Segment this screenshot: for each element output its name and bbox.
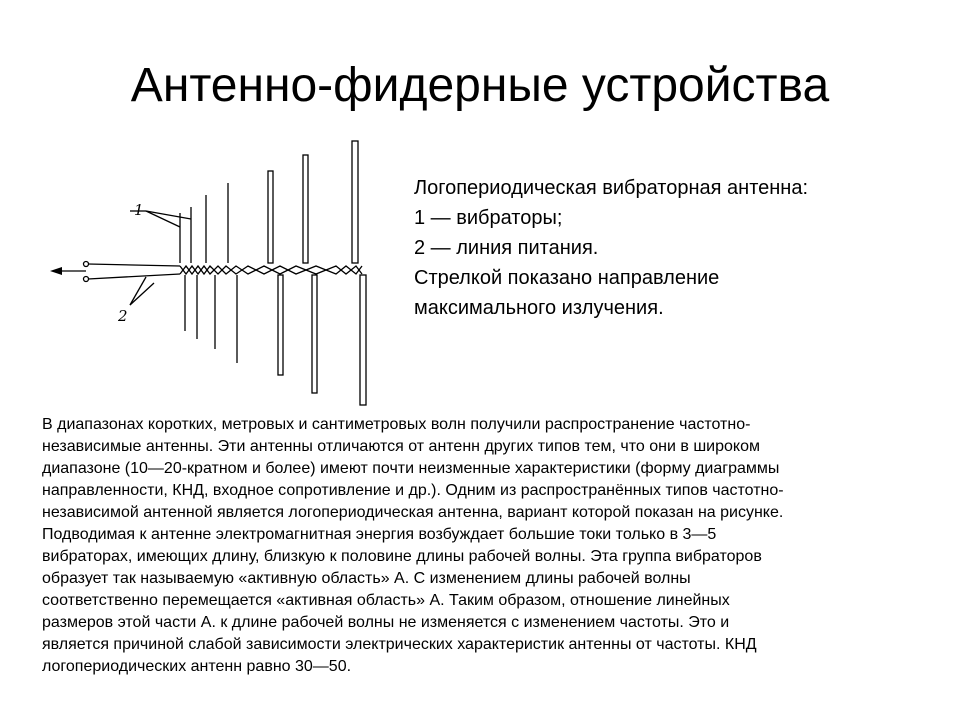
body-line: образует так называемую «активную область» А. С изменением длины рабочей волны: [42, 570, 691, 587]
leader-2a: [130, 283, 154, 305]
vibrator-6-upper: [303, 155, 308, 263]
vibrator-6-lower: [312, 275, 317, 393]
feed-line-upper: [88, 264, 180, 266]
caption-line: 2 — линия питания.: [414, 237, 599, 259]
vibrator-7-lower: [360, 275, 366, 405]
leader-1b: [146, 211, 191, 219]
vibrator-7-upper: [352, 141, 358, 263]
label-feed-line: 2: [118, 307, 128, 325]
caption-line: максимального излучения.: [414, 297, 664, 319]
antenna-diagram: [40, 135, 380, 410]
body-line: вибраторах, имеющих длину, близкую к половине длины рабочей волны. Эта группа вибраторов: [42, 548, 762, 565]
body-line: является причиной слабой зависимости электрических характеристик антенны от частоты. КНД: [42, 636, 757, 653]
caption-line: Стрелкой показано направление: [414, 267, 720, 289]
body-line: направленности, КНД, входное сопротивление и др.). Одним из распространённых типов частотно-: [42, 482, 784, 499]
body-line: размеров этой части А. к длине рабочей волны не изменяется с изменением частоты. Это и: [42, 614, 730, 631]
body-line: соответственно перемещается «активная область» А. Таким образом, отношение линейных: [42, 592, 730, 609]
body-line: логопериодических антенн равно 30—50.: [42, 658, 352, 675]
caption-line: Логопериодическая вибраторная антенна:: [414, 177, 809, 199]
label-vibrators: 1: [134, 201, 144, 219]
leader-2b: [130, 277, 146, 305]
terminal-lower: [84, 277, 89, 282]
slide-title: Антенно-фидерные устройства: [130, 59, 830, 112]
body-line: Подводимая к антенне электромагнитная энергия возбуждает большие токи только в 3—5: [42, 526, 717, 543]
feed-line-lower: [88, 274, 180, 279]
vibrator-5-lower: [278, 275, 283, 375]
body-line: В диапазонах коротких, метровых и сантиметровых волн получили распространение частотно-: [42, 416, 751, 433]
figure-caption: [414, 173, 934, 323]
body-line: диапазоне (10—20-кратном и более) имеют почти неизменные характеристики (форму диаграммы: [42, 460, 780, 477]
body-line: независимой антенной является логопериодическая антенна, вариант которой показан на рисунке.: [42, 504, 784, 521]
caption-line: 1 — вибраторы;: [414, 207, 563, 229]
antenna-drawing: [40, 135, 380, 410]
body-line: независимые антенны. Эти антенны отличаются от антенн других типов тем, что они в широком: [42, 438, 760, 455]
vibrator-5-upper: [268, 171, 273, 263]
terminal-upper: [84, 262, 89, 267]
body-paragraph: [42, 414, 922, 678]
radiation-arrow-head: [50, 267, 62, 275]
